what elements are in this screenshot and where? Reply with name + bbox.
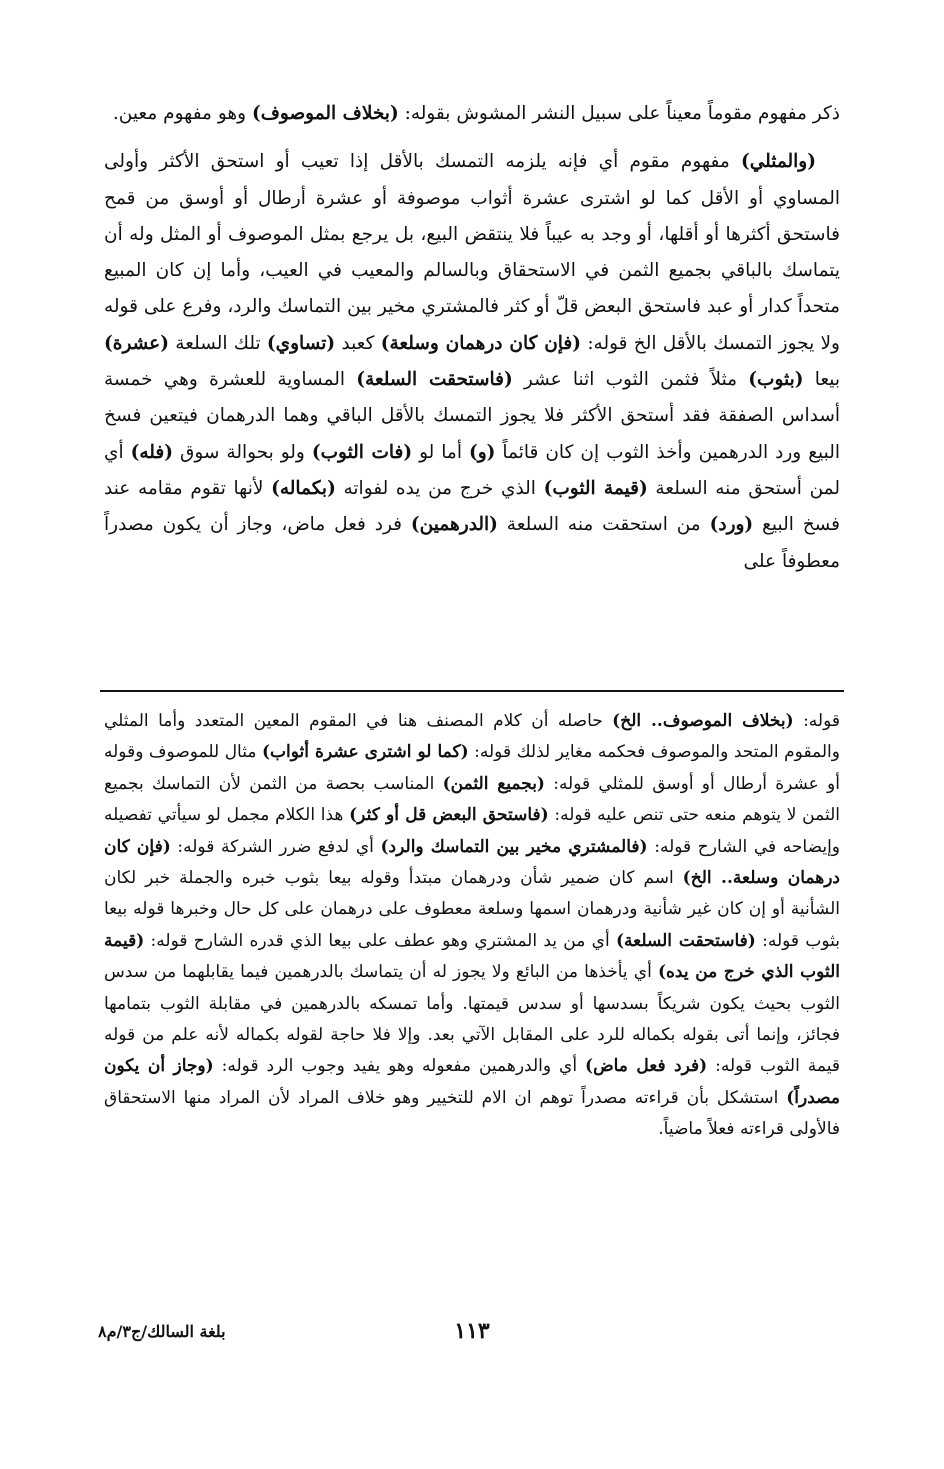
text-run: الذي خرج من يده لفواته	[335, 477, 544, 499]
text-run: تلك السلعة	[168, 332, 267, 354]
text-run: أي والدرهمين مفعوله وهو يفيد وجوب الرد قوله:	[213, 1056, 586, 1077]
bold-text-run: (تساوي)	[266, 332, 336, 354]
bold-text-run: (فإن كان درهمان وسلعة.. الخ)	[104, 836, 840, 889]
bold-text-run: (عشرة)	[104, 332, 169, 354]
bold-text-run: (و)	[468, 441, 496, 463]
text-run: بيعا	[803, 369, 840, 391]
text-run: اسم كان ضمير شأن ودرهمان مبتدأ وقوله بيعا بثوب خبره والجملة خبر لكان الشأنية أو إن كان غير شأنية ودرهمان اسمها وسلعة معطوف على درهمان على كل حال وخبرها قوله بيعا بثوب قوله:	[104, 868, 840, 951]
text-run: مثال للموصوف وقوله أو عشرة أرطال أو أوسق للمثلي قوله:	[104, 742, 840, 794]
bold-text-run: (ورد)	[709, 514, 754, 536]
text-run: أما لو	[412, 441, 469, 463]
bold-text-run: (الدرهمين)	[410, 514, 498, 536]
bold-text-run: (والمثلي)	[740, 151, 816, 173]
text-run: مثلاً فثمن الثوب اثنا عشر	[512, 369, 749, 391]
footnote-text	[104, 706, 840, 1146]
bold-text-run: (بكماله)	[271, 477, 336, 499]
text-run: أي لدفع ضرر الشركة قوله:	[170, 836, 381, 857]
bold-text-run: (قيمة الثوب)	[543, 477, 648, 499]
text-run: استشكل بأن قراءته مصدراً توهم ان الام للتخيير وهو خلاف المراد لأن المراد منها الاستحقاق فالأولى قراءته فعلاً ماضياً.	[104, 1087, 840, 1140]
text-run: أي لمن أستحق منه السلعة	[104, 441, 840, 499]
text-run: فرد فعل ماض، وجاز أن يكون مصدراً معطوفاً على	[104, 514, 840, 572]
bold-text-run: (فات الثوب)	[311, 441, 413, 463]
main-text	[104, 96, 840, 580]
bold-text-run: (فله)	[130, 441, 174, 463]
footnote-paragraph	[104, 706, 840, 1146]
text-run: قوله:	[793, 711, 840, 731]
bold-text-run: (كما لو اشترى عشرة أثواب)	[262, 742, 469, 763]
bold-text-run: (بثوب)	[748, 369, 804, 391]
bold-text-run: (فاستحقت السلعة)	[356, 369, 513, 391]
book-signature: بلغة السالك/ج٣/م٨	[98, 1322, 226, 1341]
footnote-divider	[100, 690, 844, 692]
main-paragraph-2	[104, 144, 840, 580]
bold-text-run: (فاستحق البعض قل أو كثر)	[349, 805, 549, 826]
bold-text-run: (فالمشتري مخير بين التماسك والرد)	[380, 836, 648, 857]
page-number: ١١٣	[454, 1318, 490, 1344]
text-run: ذكر مفهوم مقوماً معيناً على سبيل النشر المشوش بقوله:	[398, 103, 840, 124]
text-run: كعبد	[335, 332, 381, 354]
bold-text-run: (فإن كان درهمان وسلعة)	[380, 332, 582, 354]
bold-text-run: (فاستحقت السلعة)	[615, 930, 756, 951]
text-run: ولو بحوالة سوق	[173, 441, 312, 463]
text-run: هذا الكلام مجمل لو سيأتي تفصيله وإيضاحه في الشارح قوله:	[104, 805, 841, 857]
text-run: المناسب بحصة من الثمن لأن التماسك بجميع الثمن لا يتوهم منعه حتى تنص عليه قوله:	[104, 773, 840, 826]
bold-text-run: (بخلاف الموصوف.. الخ)	[612, 711, 794, 731]
text-run: لأنها تقوم مقامه عند فسخ البيع	[104, 477, 840, 536]
text-run: أي من يد المشتري وهو عطف على بيعا الذي قدره الشارح قوله:	[144, 930, 616, 951]
main-paragraph-1	[104, 96, 840, 132]
text-run: أي يأخذها من البائع ولا يجوز له أن يتماسك بالدرهمين فيما يقابلهما من سدس الثوب بحيث يكون شريكاً بسدسها أو سدس قيمتها. وأما تمسكه بالدرهمين في مقابلة الثوب بتمامها فجائز، وإنما أتى بقوله بكماله للرد على المقابل الآتي بعد. وإلا فلا حاجة لقوله بكماله لأنه علم من قوله قيمة الثوب قوله:	[104, 962, 840, 1077]
text-run: من استحقت منه السلعة	[497, 514, 710, 536]
text-run: مفهوم مقوم أي فإنه يلزمه التمسك بالأقل إذا تعيب أو استحق الأكثر وأولى المساوي أو الأقل كما لو اشترى عشرة أثواب موصوفة أو عشرة أرطال أو أوسق من قمح فاستحق أكثرها أو أقلها، أو وجد به عيباً فلا ينتقض البيع، بل يرجع بمثل الموصوف أو المثل وله أن يتماسك بالباقي بجميع الثمن في الاستحقاق وبالسالم والمعيب في العيب، وأما إن كان المبيع متحداً كدار أو عبد فاستحق البعض قلّ أو كثر فالمشتري مخير بين التماسك والرد، وفرع على قوله ولا يجوز التمسك بالأقل الخ قوله:	[104, 151, 840, 354]
text-run: وهو مفهوم معين.	[112, 103, 252, 124]
bold-text-run: (وجاز أن يكون مصدراً)	[104, 1056, 840, 1108]
text-run: حاصله أن كلام المصنف هنا في المقوم المعين المتعدد وأما المثلي والمقوم المتحد والموصوف فحكمه مغاير لذلك قوله:	[104, 711, 840, 763]
bold-text-run: (قيمة الثوب الذي خرج من يده)	[104, 930, 840, 983]
bold-text-run: (بخلاف الموصوف)	[251, 103, 399, 124]
bold-text-run: (فرد فعل ماض)	[585, 1056, 708, 1077]
text-run: المساوية للعشرة وهي خمسة أسداس الصفقة فقد أستحق الأكثر فلا يجوز التمسك بالأقل الباقي وهما الدرهمان فيتعين فسخ البيع ورد الدرهمين وأخذ الثوب إن كان قائماً	[104, 369, 840, 463]
bold-text-run: (بجميع الثمن)	[442, 773, 545, 794]
